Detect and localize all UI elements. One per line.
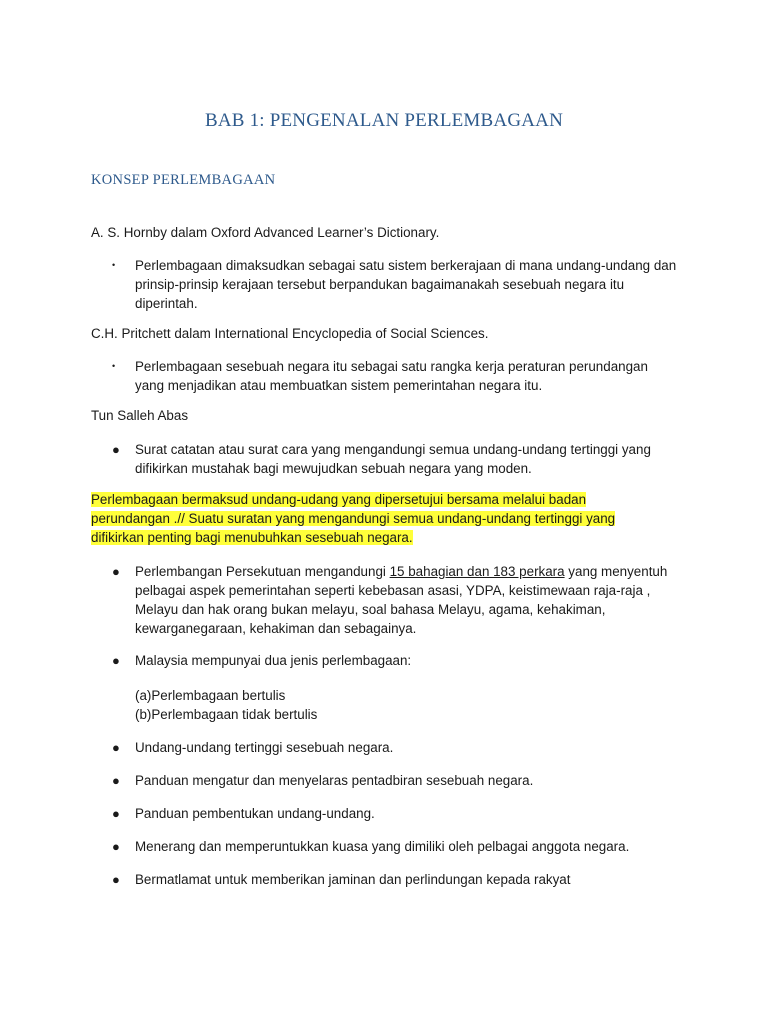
section-heading: KONSEP PERLEMBAGAAN — [91, 172, 276, 188]
list-item-text: Perlembagaan sesebuah negara itu sebagai satu rangka kerja peraturan perundangan yang menjadikan atau membuatkan sistem pemerintahan negara itu. — [135, 359, 648, 393]
list-item-text: Bermatlamat untuk memberikan jaminan dan perlindungan kepada rakyat — [135, 872, 571, 887]
list-item — [112, 738, 677, 757]
sub-item: (b)Perlembagaan tidak bertulis — [135, 707, 318, 722]
list-item-text: Undang-undang tertinggi sesebuah negara. — [135, 740, 394, 755]
source-salleh-abas: Tun Salleh Abas — [91, 408, 189, 423]
list-item — [112, 256, 677, 313]
highlight-line: perundangan .// Suatu suratan yang mengandungi semua undang-undang tertinggi yang — [91, 511, 616, 526]
list-item-text: Surat catatan atau surat cara yang mengandungi semua undang-undang tertinggi yang difikirkan mustahak bagi mewujudkan sebuah negara yang moden. — [135, 442, 651, 476]
bullet-marker: ● — [112, 872, 120, 887]
source-pritchett: C.H. Pritchett dalam International Encyclopedia of Social Sciences. — [91, 326, 489, 341]
list-item — [112, 562, 677, 638]
text-run: yang menyentuh pelbagai aspek pemerintahan seperti kebebasan asasi, YDPA, keistimewaan raja-raja , Melayu dan hak orang bukan melayu, soal bahasa Melayu, agama, kehakiman, kewarganegaraan, kehakiman dan sebagainya. — [135, 564, 668, 636]
bullet-marker: • — [112, 361, 116, 371]
highlight-line: difikirkan penting bagi menubuhkan sesebuah negara. — [91, 530, 413, 545]
list-item — [112, 837, 677, 856]
list-item — [112, 771, 677, 790]
list-item — [112, 357, 677, 395]
page-title: BAB 1: PENGENALAN PERLEMBAGAAN — [204, 110, 564, 131]
list-item — [112, 651, 677, 670]
highlight-line: Perlembagaan bermaksud undang-udang yang dipersetujui bersama melalui badan — [91, 492, 587, 507]
sub-item: (a)Perlembagaan bertulis — [135, 688, 286, 703]
underlined-text: 15 bahagian dan 183 perkara — [389, 564, 565, 579]
list-item-text: Panduan mengatur dan menyelaras pentadbiran sesebuah negara. — [135, 773, 534, 788]
text-run: Perlembangan Persekutuan mengandungi — [135, 564, 390, 579]
list-item-text: Malaysia mempunyai dua jenis perlembagaan: — [135, 653, 412, 668]
highlighted-definition — [91, 490, 731, 547]
bullet-marker: ● — [112, 806, 120, 821]
list-item — [112, 440, 677, 478]
list-item-text: Menerang dan memperuntukkan kuasa yang dimiliki oleh pelbagai anggota negara. — [135, 839, 630, 854]
bullet-marker: ● — [112, 839, 120, 854]
list-item-text: Perlembagaan dimaksudkan sebagai satu sistem berkerajaan di mana undang-undang dan prinsip-prinsip kerajaan tersebut berpandukan bagaimanakah sesebuah negara itu diperintah. — [135, 258, 677, 311]
bullet-marker: ● — [112, 564, 120, 579]
list-item-text: Panduan pembentukan undang-undang. — [135, 806, 375, 821]
bullet-marker: • — [112, 260, 116, 270]
bullet-marker: ● — [112, 740, 120, 755]
source-hornby: A. S. Hornby dalam Oxford Advanced Learner’s Dictionary. — [91, 225, 440, 240]
list-item — [112, 804, 677, 823]
bullet-marker: ● — [112, 442, 120, 457]
bullet-marker: ● — [112, 773, 120, 788]
bullet-marker: ● — [112, 653, 120, 668]
list-item — [112, 870, 677, 889]
list-item-text — [135, 562, 677, 638]
